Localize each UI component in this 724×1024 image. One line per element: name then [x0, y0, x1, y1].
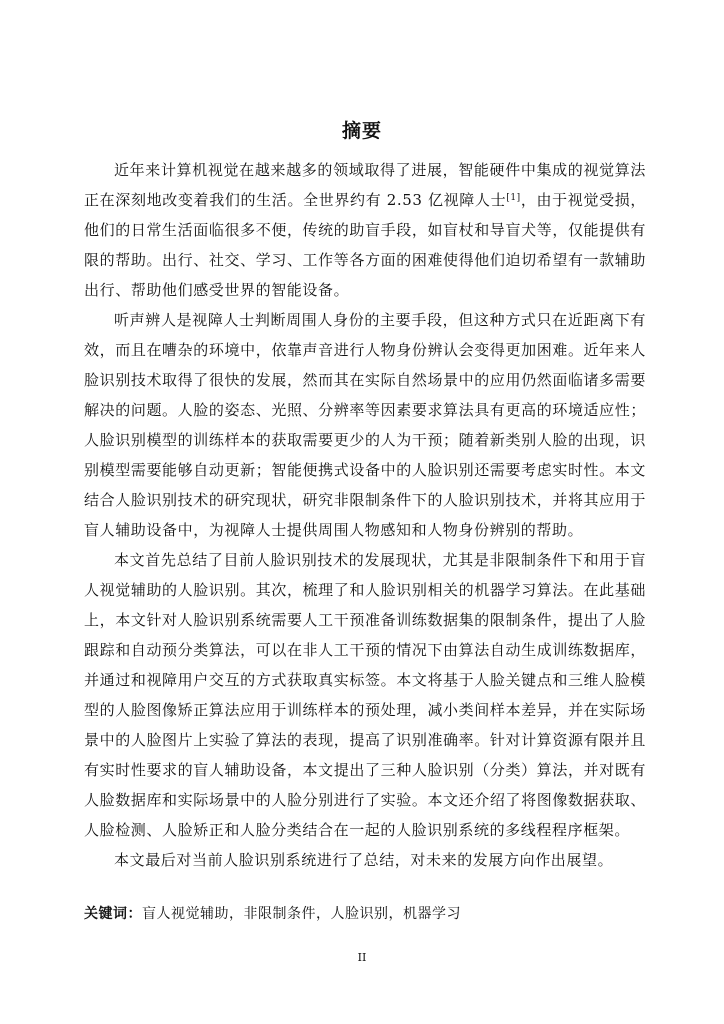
keywords-values: 盲人视觉辅助，非限制条件，人脸识别，机器学习 — [142, 906, 461, 922]
abstract-paragraph-2: 听声辨人是视障人士判断周围人身份的主要手段，但这种方式只在近距离下有效，而且在嘈杂的环境中，依靠声音进行人物身份辨认会变得更加困难。近年来人脸识别技术取得了很快的发展，然而其在实际自然场景中的应用仍然面临诸多需要解决的问题。人脸的姿态、光照、分辨率等因素要求算法具有更高的环境适应性；人脸识别模型的训练样本的获取需要更少的人为干预；随着新类别人脸的出现，识别模型需要能够自动更新；智能便携式设备中的人脸识别还需要考虑实时性。本文结合人脸识别技术的研究现状，研究非限制条件下的人脸识别技术，并将其应用于盲人辅助设备中，为视障人士提供周围人物感知和人物身份辨别的帮助。 — [84, 311, 646, 539]
abstract-paragraph-4: 本文最后对当前人脸识别系统进行了总结，对未来的发展方向作出展望。 — [114, 851, 614, 869]
keywords-line — [84, 902, 646, 926]
citation-reference: [1] — [506, 193, 521, 203]
abstract-body — [84, 155, 646, 875]
paragraph-1-text-after: ，由于视觉受损，他们的日常生活面临很多不便，传统的助盲手段，如盲杖和导盲犬等，仅能提供有限的帮助。出行、社交、学习、工作等各方面的困难使得他们迫切希望有一款辅助出行、帮助他们感受世界的智能设备。 — [84, 191, 646, 299]
paragraph-1-text-before: 近年来计算机视觉在越来越多的领域取得了进展，智能硬件中集成的视觉算法正在深刻地改变着我们的生活。全世界约有 2.53 亿视障人士 — [84, 161, 646, 209]
page-title: 摘要 — [341, 120, 382, 142]
page-number: II — [357, 951, 367, 964]
keywords-label: 关键词： — [84, 906, 142, 922]
abstract-paragraph-3: 本文首先总结了目前人脸识别技术的发展现状，尤其是非限制条件下和用于盲人视觉辅助的人脸识别。其次，梳理了和人脸识别相关的机器学习算法。在此基础上，本文针对人脸识别系统需要人工干预准备训练数据集的限制条件，提出了人脸跟踪和自动预分类算法，可以在非人工干预的情况下由算法自动生成训练数据库，并通过和视障用户交互的方式获取真实标签。本文将基于人脸关键点和三维人脸模型的人脸图像矫正算法应用于训练样本的预处理，减小类间样本差异，并在实际场景中的人脸图片上实验了算法的表现，提高了识别准确率。针对计算资源有限并且有实时性要求的盲人辅助设备，本文提出了三种人脸识别（分类）算法，并对既有人脸数据库和实际场景中的人脸分别进行了实验。本文还介绍了将图像数据获取、人脸检测、人脸矫正和人脸分类结合在一起的人脸识别系统的多线程程序框架。 — [84, 551, 646, 839]
abstract-paragraph-1 — [84, 155, 646, 305]
